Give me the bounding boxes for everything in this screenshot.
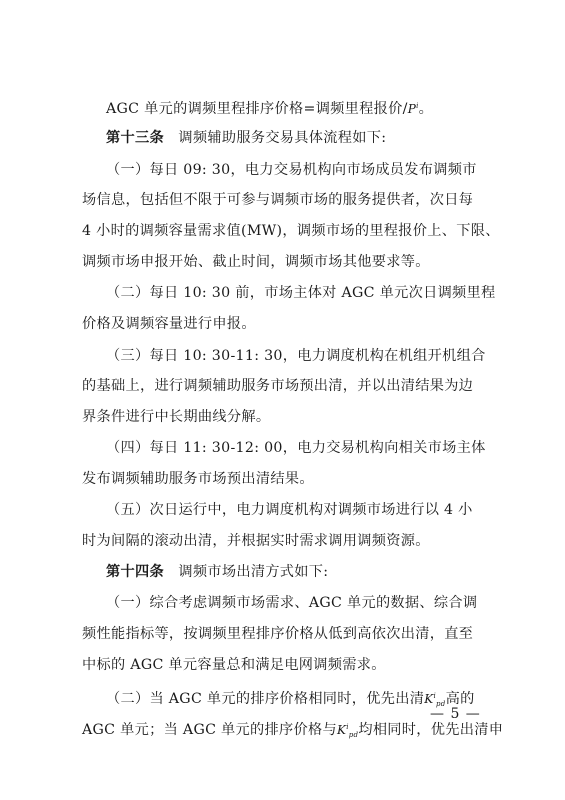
text-line bbox=[106, 128, 526, 148]
text-run: 高的 bbox=[445, 691, 475, 707]
text-line: 场信息，包括但不限于可参与调频市场的服务提供者，次日每 bbox=[82, 192, 474, 208]
text-line: （五）次日运行中，电力调度机构对调频市场进行以 4 小 bbox=[106, 502, 473, 518]
article-heading: 第十三条 bbox=[106, 130, 164, 146]
text-line: （四）每日 11: 30-12: 00，电力交易机构向相关市场主体 bbox=[106, 440, 486, 456]
text-line: （一）每日 09: 30，电力交易机构向市场成员发布调频市 bbox=[106, 162, 477, 178]
text-line: 调频市场申报开始、截止时间，调频市场其他要求等。 bbox=[82, 254, 430, 270]
text-line: 的基础上，进行调频辅助服务市场预出清，并以出清结果为边 bbox=[82, 378, 474, 394]
text-line: 发布调频辅助服务市场预出清结果。 bbox=[82, 471, 314, 487]
symbol-k: $K^i_{pd}$ bbox=[336, 723, 359, 739]
text-run: AGC 单元的调频里程排序价格=调频里程报价/ bbox=[106, 101, 408, 117]
text-run: 均相同时，优先出清申 bbox=[358, 722, 504, 738]
text-line bbox=[106, 562, 526, 582]
text-run: AGC 单元；当 AGC 单元的排序价格与 bbox=[82, 722, 337, 738]
text-run: 调频市场出清方式如下: bbox=[178, 564, 329, 580]
text-line: （一）综合考虑调频市场需求、AGC 单元的数据、综合调 bbox=[106, 595, 478, 611]
text-line: （三）每日 10: 30-11: 30，电力调度机构在机组开机组合 bbox=[106, 348, 486, 364]
article-heading: 第十四条 bbox=[106, 564, 164, 580]
text-run: 。 bbox=[418, 101, 434, 117]
text-line: 界条件进行中长期曲线分解。 bbox=[82, 409, 271, 425]
text-line: 4 小时的调频容量需求值(MW)，调频市场的里程报价上、下限、 bbox=[82, 223, 500, 239]
text-line: 中标的 AGC 单元容量总和满足电网调频需求。 bbox=[82, 657, 386, 673]
text-line: 价格及调频容量进行申报。 bbox=[82, 316, 256, 332]
text-line: 时为间隔的滚动出清，并根据实时需求调用调频资源。 bbox=[82, 533, 430, 549]
text-run: （二）当 AGC 单元的排序价格相同时，优先出清 bbox=[106, 691, 425, 707]
text-line: （二）每日 10: 30 前，市场主体对 AGC 单元次日调频里程 bbox=[106, 285, 496, 301]
text-line bbox=[106, 96, 526, 119]
symbol-k: $K^i_{pd}$ bbox=[424, 692, 446, 708]
page-number: — 5 — bbox=[430, 706, 481, 722]
symbol-p: $P^i$ bbox=[407, 102, 419, 116]
text-line: 频性能指标等，按调频里程排序价格从低到高依次出清，直至 bbox=[82, 626, 474, 642]
text-run: 调频辅助服务交易具体流程如下: bbox=[178, 130, 387, 146]
